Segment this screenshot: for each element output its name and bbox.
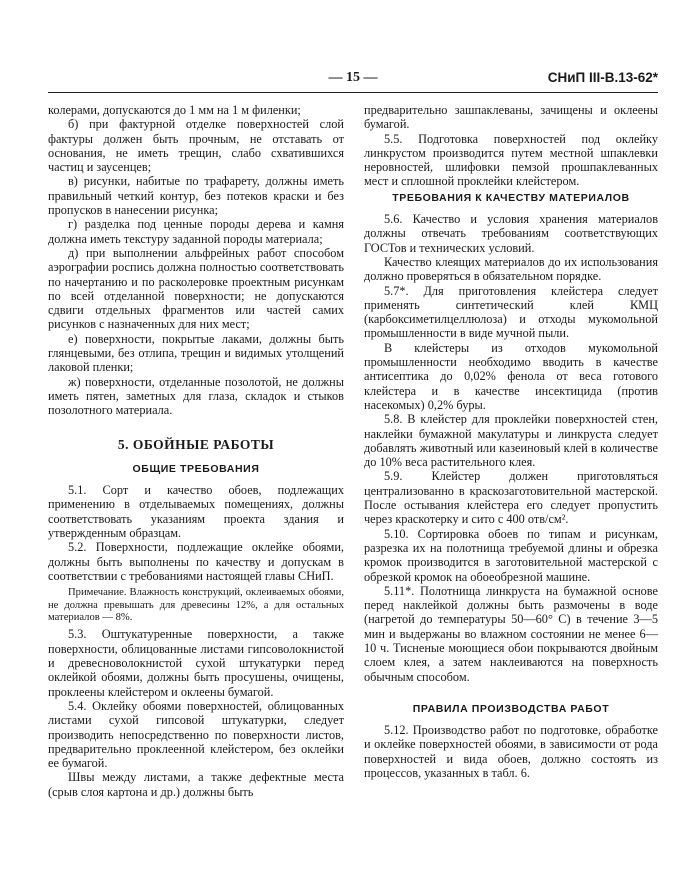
paragraph: 5.5. Подготовка поверхностей под оклейку линкрустом производится путем местной шпаклевки неровностей, шлифовки пемзой прошпаклеванных мест и сплошной проклейки клейстером. — [364, 131, 658, 189]
paragraph: предварительно зашпаклеваны, зачищены и оклеены бумагой. — [364, 103, 658, 132]
paragraph: 5.4. Оклейку обоями поверхностей, облицованных листами сухой гипсовой штукатурки, следует производить непосредственно по поверхности листов, предварительно проклеенной клейстером, без оклейки ее бумагой. — [48, 698, 344, 771]
paragraph: колерами, допускаются до 1 мм на 1 м филенки; — [48, 103, 301, 117]
paragraph: 5.11*. Полотнища линкруста на бумажной основе перед наклейкой должны быть размочены в воде (нагретой до температуры 50—60° С) в течение 3—5 мин и выдержаны во влажном состоянии не менее 6—10 ч. Тисненые моющиеся обои покрываются двойным слоем клея, а затем наклеиваются на поверхность обычным способом. — [364, 583, 658, 684]
section-title: 5. ОБОЙНЫЕ РАБОТЫ — [117, 436, 275, 452]
subsection-title: ТРЕБОВАНИЯ К КАЧЕСТВУ МАТЕРИАЛОВ — [392, 191, 630, 204]
paragraph: 5.3. Оштукатуренные поверхности, а также поверхности, облицованные листами гипсоволокнистой и древесноволокнистой сухой штукатурки перед оклейкой обоями, должны быть просушены, очищены, проклеены клейстером и оклеены бумагой. — [48, 627, 344, 699]
paragraph: 5.7*. Для приготовления клейстера следует применять синтетический клей КМЦ (карбоксиметилцеллюлоза) и отходы мукомольной промышленности в виде мучной пыли. — [364, 283, 658, 341]
paragraph: е) поверхности, покрытые лаками, должны быть глянцевыми, без отлипа, трещин и видимых утолщений лаковой пленки; — [48, 331, 344, 375]
paragraph: ж) поверхности, отделанные позолотой, не должны иметь пятен, заметных для глаза, складок и стыков позолотного материала. — [48, 374, 344, 418]
paragraph: 5.8. В клейстер для проклейки поверхностей стен, наклейки бумажной макулатуры и линкруста следует добавлять животный или казеиновый клей в количестве до 10% веса растительного клея. — [364, 412, 658, 470]
paragraph: 5.2. Поверхности, подлежащие оклейке обоями, должны быть выполнены по качеству и допускам в соответствии с требованиями настоящей главы СНиП. — [48, 540, 344, 583]
note-paragraph: Примечание. Влажность конструкций, оклеиваемых обоями, не должна превышать для древесины 12%, а для остальных материалов — 8%. — [48, 587, 344, 624]
page-header — [48, 70, 658, 88]
document-code: СНиП III-В.13-62* — [547, 70, 658, 85]
paragraph: 5.10. Сортировка обоев по типам и рисункам, разрезка их на полотнища требуемой длины и обрезка кромок производится в заготовительной мастерской с обрезкой кромок на обоеобрезной машине. — [364, 526, 658, 584]
paragraph: в) рисунки, набитые по трафарету, должны иметь правильный четкий контур, без потеков краски и без пропусков в нанесении рисунка; — [48, 174, 344, 218]
paragraph: 5.1. Сорт и качество обоев, подлежащих применению в отделываемых помещениях, должны соответствовать указаниям проекта здания и утвержденным образцам. — [48, 483, 344, 541]
left-column — [48, 103, 344, 799]
paragraph: В клейстеры из отходов мукомольной промышленности необходимо вводить в качестве антисептика до 0,02% фенола от веса готового клейстера и в качестве инсектицида (против насекомых) 0,2% буры. — [364, 340, 658, 412]
paragraph: 5.6. Качество и условия хранения материалов должны отвечать требованиям соответствующих ГОСТов и технических условий. — [364, 212, 658, 255]
paragraph: б) при фактурной отделке поверхностей слой фактуры должен быть прочным, не отставать от основания, не иметь трещин, слабо схватившихся частиц и заусенцев; — [48, 117, 344, 175]
paragraph: д) при выполнении альфрейных работ способом аэрографии роспись должна полностью соответствовать по начертанию и по расколеровке проектным рисункам по всей отделанной поверхности; не допускаются сдвиги отдельных фрагментов или частей самих рисунков с назначенных для них мест; — [48, 245, 344, 332]
paragraph: 5.12. Производство работ по подготовке, обработке и оклейке поверхностей обоями, в зависимости от рода поверхностей и вида обоев, должно состоять из процессов, указанных в табл. 6. — [364, 723, 658, 781]
paragraph: г) разделка под ценные породы дерева и камня должна иметь текстуру заданной породы материала; — [48, 217, 344, 246]
subsection-title: ОБЩИЕ ТРЕБОВАНИЯ — [132, 462, 260, 475]
paragraph: Швы между листами, а также дефектные места (срыв слоя картона и др.) должны быть — [48, 770, 344, 799]
right-column — [364, 103, 658, 780]
paragraph: Качество клеящих материалов до их использования должно проверяться в обязательном порядке. — [364, 254, 658, 284]
page-number: — 15 — — [328, 70, 378, 85]
paragraph: 5.9. Клейстер должен приготовляться централизованно в краскозаготовительной мастерской. После остывания клейстера его следует пропустить через краскотерку и сито с 400 отв/см². — [364, 469, 658, 527]
header-rule — [48, 92, 658, 93]
subsection-title: ПРАВИЛА ПРОИЗВОДСТВА РАБОТ — [412, 702, 610, 715]
